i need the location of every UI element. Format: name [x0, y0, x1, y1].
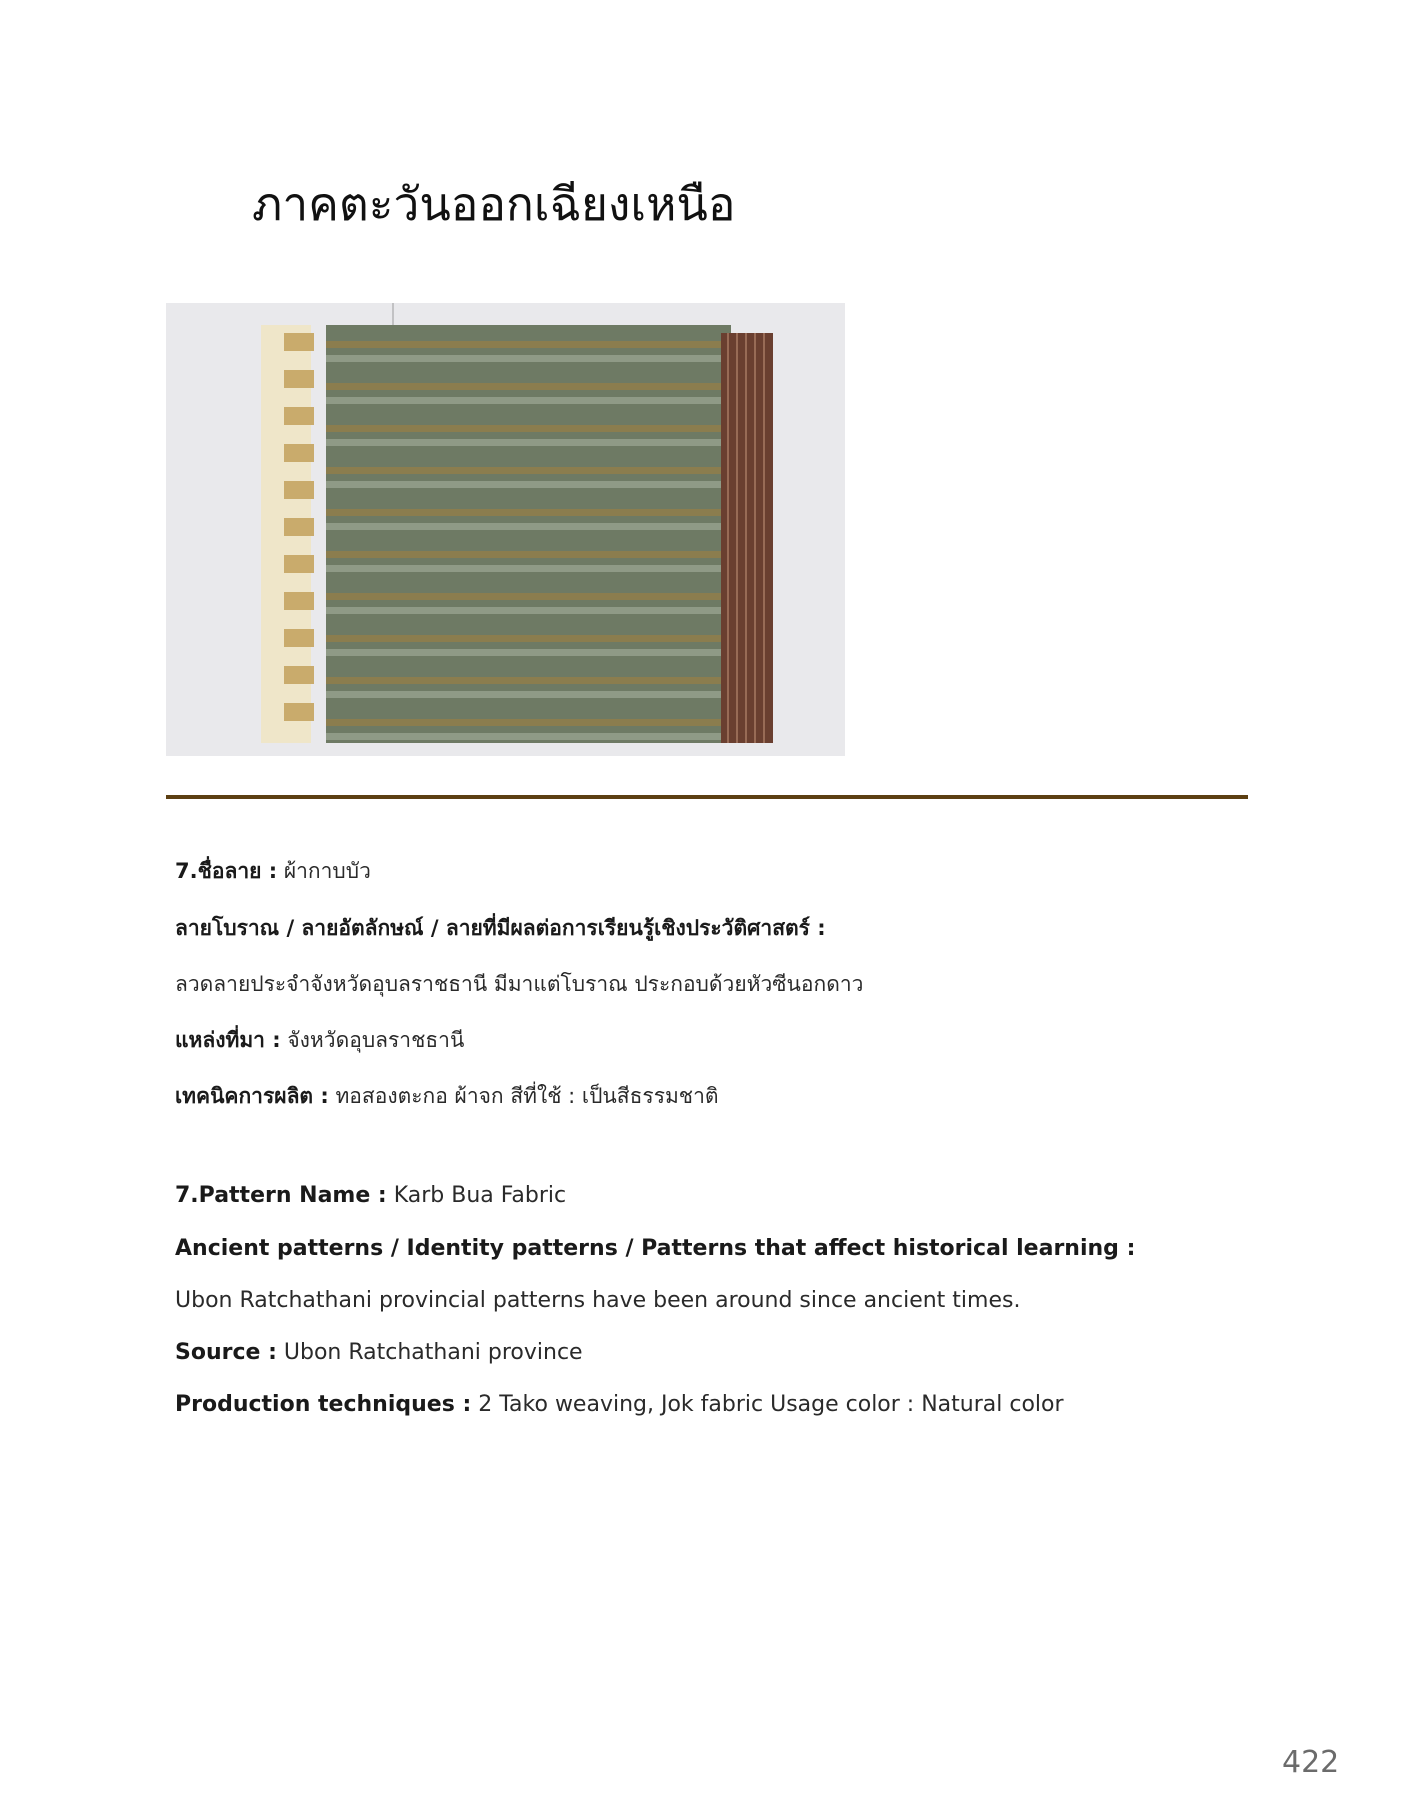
- page-number: 422: [1282, 1745, 1340, 1780]
- fabric-stripe: [326, 355, 721, 362]
- thai-technique: [175, 1081, 719, 1111]
- eng-description-text: Ubon Ratchathani provincial patterns have been around since ancient times.: [175, 1288, 1021, 1313]
- eng-source-value: Ubon Ratchathani province: [283, 1340, 583, 1365]
- gold-motif: [284, 481, 314, 499]
- gold-motif: [284, 666, 314, 684]
- fabric-photo: [166, 303, 845, 756]
- fabric-stripe: [326, 369, 721, 376]
- gold-motif: [284, 518, 314, 536]
- fabric-stripe: [326, 607, 721, 614]
- thai-pattern-name-label: 7.ชื่อลาย :: [175, 859, 278, 883]
- thai-source: [175, 1025, 464, 1055]
- fabric-stripe: [326, 733, 721, 740]
- fabric-stripe: [326, 425, 721, 432]
- fabric-stripe: [326, 565, 721, 572]
- fabric-stripe: [326, 397, 721, 404]
- gold-motif: [284, 333, 314, 351]
- eng-source-label: Source :: [175, 1340, 277, 1365]
- fabric-stripe: [326, 593, 721, 600]
- eng-technique-value: 2 Tako weaving, Jok fabric Usage color : Natural color: [478, 1392, 1064, 1417]
- fabric-stripe: [326, 691, 721, 698]
- gold-motif: [284, 592, 314, 610]
- fabric-stripe: [326, 411, 721, 418]
- page-title: ภาคตะวันออกเฉียงเหนือ: [252, 177, 736, 231]
- fabric-stripe: [326, 621, 721, 628]
- eng-technique: [175, 1390, 1064, 1420]
- fabric-stripe: [326, 579, 721, 586]
- eng-category-label: Ancient patterns / Identity patterns / Patterns that affect historical learning :: [175, 1236, 1136, 1261]
- section-divider: [166, 795, 1248, 799]
- fabric-stripe: [326, 481, 721, 488]
- gold-motif: [284, 629, 314, 647]
- thai-source-value: จังหวัดอุบลราชธานี: [287, 1028, 465, 1052]
- eng-technique-label: Production techniques :: [175, 1392, 472, 1417]
- fabric-stripe: [326, 341, 721, 348]
- thai-description-text: ลวดลายประจำจังหวัดอุบลราชธานี มีมาแต่โบราณ ประกอบด้วยหัวซีนอกดาว: [175, 972, 864, 996]
- thai-category-label: ลายโบราณ / ลายอัตลักษณ์ / ลายที่มีผลต่อการเรียนรู้เชิงประวัติศาสตร์ :: [175, 916, 826, 940]
- thai-description: [175, 969, 863, 999]
- fabric-stripe: [326, 649, 721, 656]
- fabric-stripe: [326, 677, 721, 684]
- gold-motif: [284, 444, 314, 462]
- thai-technique-value: ทอสองตะกอ ผ้าจก สีที่ใช้ : เป็นสีธรรมชาติ: [335, 1084, 719, 1108]
- gold-motif: [284, 703, 314, 721]
- fabric-stripe: [326, 719, 721, 726]
- fabric-stripe: [326, 635, 721, 642]
- eng-category: [175, 1234, 1135, 1264]
- fabric-stripe: [326, 523, 721, 530]
- fabric-stripe: [326, 453, 721, 460]
- gold-motif: [284, 407, 314, 425]
- eng-description: [175, 1286, 1020, 1316]
- fabric-stripe: [326, 327, 721, 334]
- fabric-stripe: [326, 467, 721, 474]
- fabric-stripe: [326, 663, 721, 670]
- thai-technique-label: เทคนิคการผลิต :: [175, 1084, 329, 1108]
- fabric-stripe: [326, 705, 721, 712]
- fabric-stripe: [326, 551, 721, 558]
- eng-pattern-name-label: 7.Pattern Name :: [175, 1183, 387, 1208]
- thai-pattern-name-value: ผ้ากาบบัว: [283, 859, 371, 883]
- thai-source-label: แหล่งที่มา :: [175, 1028, 281, 1052]
- brown-border: [721, 333, 773, 743]
- fabric-stripe: [326, 537, 721, 544]
- fabric-stripe: [326, 495, 721, 502]
- fabric-stripe: [326, 509, 721, 516]
- thai-category: [175, 913, 826, 943]
- eng-source: [175, 1338, 583, 1368]
- gold-motif: [284, 555, 314, 573]
- fabric-stripe: [326, 439, 721, 446]
- eng-pattern-name-value: Karb Bua Fabric: [393, 1183, 567, 1208]
- thai-pattern-name: [175, 856, 371, 886]
- gold-motif: [284, 370, 314, 388]
- fabric-illustration: [166, 303, 845, 756]
- fabric-stripe: [326, 383, 721, 390]
- eng-pattern-name: [175, 1181, 566, 1211]
